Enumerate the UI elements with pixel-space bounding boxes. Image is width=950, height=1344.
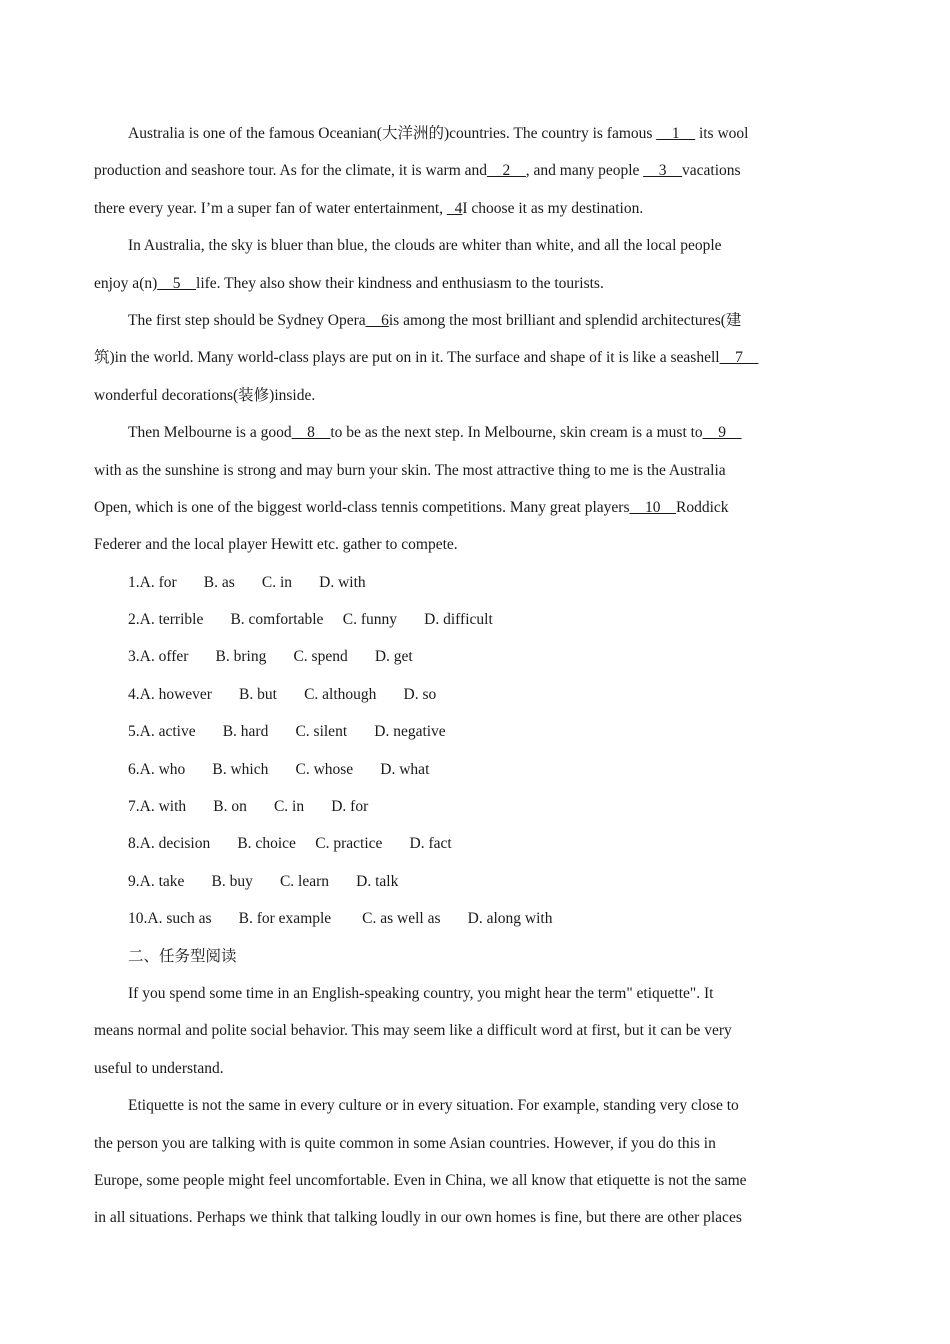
passage-text: there every year. I’m a super fan of water entertainment, [94, 199, 447, 217]
passage-line [94, 115, 808, 152]
answer-blank: __1__ [656, 125, 696, 142]
passage-text: The first step should be Sydney Opera [128, 311, 366, 329]
passage-text: life. They also show their kindness and enthusiasm to the tourists. [196, 274, 604, 292]
question-options: 6.A. who B. which C. whose D. what [128, 760, 430, 778]
passage-line: Etiquette is not the same in every culture or in every situation. For example, standing very close to [128, 1097, 739, 1115]
question-options: 7.A. with B. on C. in D. for [128, 798, 369, 816]
passage-text: Federer and the local player Hewitt etc. gather to compete. [94, 536, 458, 554]
question-options: 9.A. take B. buy C. learn D. talk [128, 872, 399, 890]
question-options: 5.A. active B. hard C. silent D. negative [128, 723, 446, 741]
task-reading-passage [94, 975, 808, 1237]
passage-text: vacations [682, 162, 741, 180]
answer-blank: __7__ [719, 349, 759, 367]
passage-line [94, 152, 808, 189]
passage-text: to be as the next step. In Melbourne, skin cream is a must to [330, 424, 703, 442]
answer-blank: __6 [365, 311, 389, 329]
passage-text: enjoy a(n) [94, 274, 158, 292]
passage-line [94, 452, 808, 489]
passage-text: Australia is one of the famous Oceanian(大洋洲的)countries. The country is famous [128, 125, 657, 142]
cloze-passage [94, 115, 808, 564]
question-options: 1.A. for B. as C. in D. with [128, 573, 366, 591]
passage-text: wonderful decorations(装修)inside. [94, 386, 316, 404]
passage-line [94, 302, 808, 339]
question-options: 10.A. such as B. for example C. as well as D. along with [128, 910, 553, 928]
answer-blank: __3__ [643, 162, 683, 180]
question-options: 8.A. decision B. choice C. practice D. fact [128, 835, 452, 853]
passage-line: the person you are talking with is quite common in some Asian countries. However, if you do this in [94, 1134, 716, 1152]
passage-line [94, 227, 808, 264]
passage-line [94, 265, 808, 302]
answer-blank: _4 [446, 199, 463, 217]
passage-text: I choose it as my destination. [462, 199, 644, 217]
answer-blank: __9__ [702, 424, 742, 442]
question-options: 3.A. offer B. bring C. spend D. get [128, 648, 413, 666]
passage-line: If you spend some time in an English-speaking country, you might hear the term" etiquette". It [128, 984, 714, 1002]
passage-text: In Australia, the sky is bluer than blue, the clouds are whiter than white, and all the local people [128, 237, 722, 255]
answer-blank: __10__ [629, 498, 676, 516]
passage-line: useful to understand. [94, 1059, 224, 1077]
passage-text: is among the most brilliant and splendid architectures(建 [388, 311, 742, 329]
passage-text: 筑)in the world. Many world-class plays are put on in it. The surface and shape of it is like a seashell [94, 349, 720, 367]
passage-line [94, 339, 808, 376]
passage-line [94, 190, 808, 227]
passage-line: in all situations. Perhaps we think that talking loudly in our own homes is fine, but there are other places [94, 1209, 742, 1227]
section-title: 二、任务型阅读 [128, 947, 237, 965]
passage-text: production and seashore tour. As for the climate, it is warm and [94, 162, 488, 180]
passage-line: Europe, some people might feel uncomfortable. Even in China, we all know that etiquette is not the same [94, 1171, 747, 1189]
passage-text: Open, which is one of the biggest world-class tennis competitions. Many great players [94, 498, 630, 516]
answer-blank: __8__ [291, 424, 331, 442]
options-list [94, 564, 808, 938]
passage-text: its wool [695, 125, 749, 142]
passage-text: Roddick [676, 498, 729, 516]
passage-line: means normal and polite social behavior. This may seem like a difficult word at first, but it can be very [94, 1022, 732, 1040]
passage-line [94, 526, 808, 563]
answer-blank: __2__ [487, 162, 526, 180]
passage-line [94, 489, 808, 526]
question-options: 2.A. terrible B. comfortable C. funny D. difficult [128, 611, 493, 629]
passage-line [94, 377, 808, 414]
document-page [94, 115, 808, 1237]
passage-line [94, 414, 808, 451]
answer-blank: __5__ [157, 274, 197, 292]
passage-text: with as the sunshine is strong and may burn your skin. The most attractive thing to me is the Australia [94, 461, 726, 479]
question-options: 4.A. however B. but C. although D. so [128, 685, 437, 703]
passage-text: Then Melbourne is a good [128, 424, 292, 442]
passage-text: , and many people [525, 162, 644, 180]
